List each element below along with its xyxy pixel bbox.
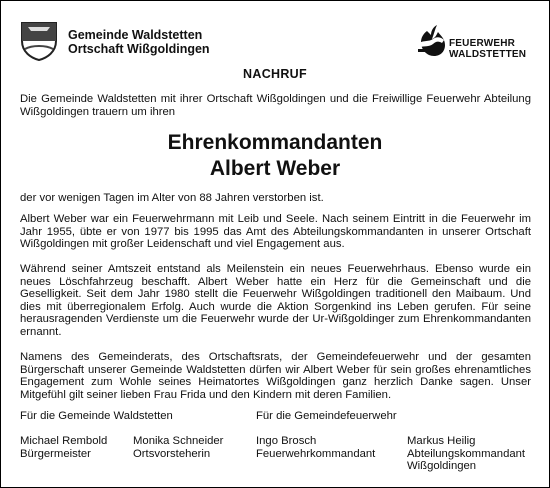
- coat-of-arms-icon: [20, 21, 58, 61]
- signatory-role: Feuerwehrkommandant: [256, 447, 376, 460]
- signatory-section-commander: [407, 435, 525, 473]
- intro-text: Die Gemeinde Waldstetten mit ihrer Ortschaft Wißgoldingen und die Freiwillige Feuerwehr Abteilung Wißgoldingen trauern um ihren: [20, 93, 531, 118]
- signatory-name: Ingo Brosch: [256, 435, 317, 447]
- paragraph-career: Albert Weber war ein Feuerwehrmann mit Leib und Seele. Nach seinem Eintritt in die Feuerwehr im Jahr 1955, übte er von 1977 bis 1995 das Amt des Abteilungskommandanten in unserer Ortschaft Wißgoldingen mit großer Leidenschaft und viel Engagement aus.: [20, 213, 531, 251]
- signatory-name: Markus Heilig: [407, 435, 476, 447]
- signatory-name: Monika Schneider: [133, 435, 224, 447]
- signature-heading-fire-dept: Für die Gemeindefeuerwehr: [256, 410, 397, 422]
- honoree-rank: Ehrenkommandanten: [167, 131, 383, 154]
- signature-heading-municipality: Für die Gemeinde Waldstetten: [20, 410, 173, 422]
- fire-dept-line2: WALDSTETTEN: [449, 49, 527, 60]
- signatory-role: Ortsvorsteherin: [133, 447, 211, 460]
- municipality-line2: Ortschaft Wißgoldingen: [68, 42, 210, 56]
- fire-dept-line1: FEUERWEHR: [449, 38, 516, 49]
- municipality-line1: Gemeinde Waldstetten: [68, 28, 203, 42]
- signatory-name: Michael Rembold: [20, 435, 108, 447]
- honoree-name: Albert Weber: [209, 157, 341, 180]
- signatory-district-head: [133, 435, 223, 460]
- paragraph-achievements: Während seiner Amtszeit entstand als Meilenstein ein neues Feuerwehrhaus. Ebenso wurde ein neues Löschfahrzeug beschafft. Albert Weber hatte ein Herz für die Gemeinschaft und die Geselligkeit. Seit dem Jahr 1980 stellt die Feuerwehr Wißgoldingen traditionell den Maibaum. Und dies mit überregionalem Erfolg. Auch wurde die Aktion Sorgenkind ins Leben gerufen. Für seine herausragenden Verdienste um die Feuerwehr wurde der Ur-Wißgoldinger zum Ehrenkommandanten ernannt.: [20, 263, 531, 338]
- fire-department-name: [449, 38, 526, 60]
- page-title: NACHRUF: [243, 67, 307, 81]
- signatory-role: Bürgermeister: [20, 447, 91, 460]
- signatory-role-location: Wißgoldingen: [407, 460, 477, 473]
- signatory-role: Abteilungskommandant: [407, 447, 526, 460]
- fire-brigade-logo-icon: [415, 23, 447, 59]
- municipality-name: [68, 28, 210, 56]
- death-notice: der vor wenigen Tagen im Alter von 88 Jahren verstorben ist.: [20, 192, 324, 204]
- paragraph-thanks: Namens des Gemeinderats, des Ortschaftsrats, der Gemeindefeuerwehr und der gesamten Bürgerschaft unserer Gemeinde Waldstetten dürfen wir Albert Weber für sein großes ehrenamtliches Engagement zum Wohle seines Heimatortes Wißgoldingen ganz herzlich Danke sagen. Unser Mitgefühl gilt seiner lieben Frau Frida und den Kindern mit deren Familien.: [20, 351, 531, 401]
- signatory-fire-commander: [256, 435, 375, 460]
- signatory-mayor: [20, 435, 107, 460]
